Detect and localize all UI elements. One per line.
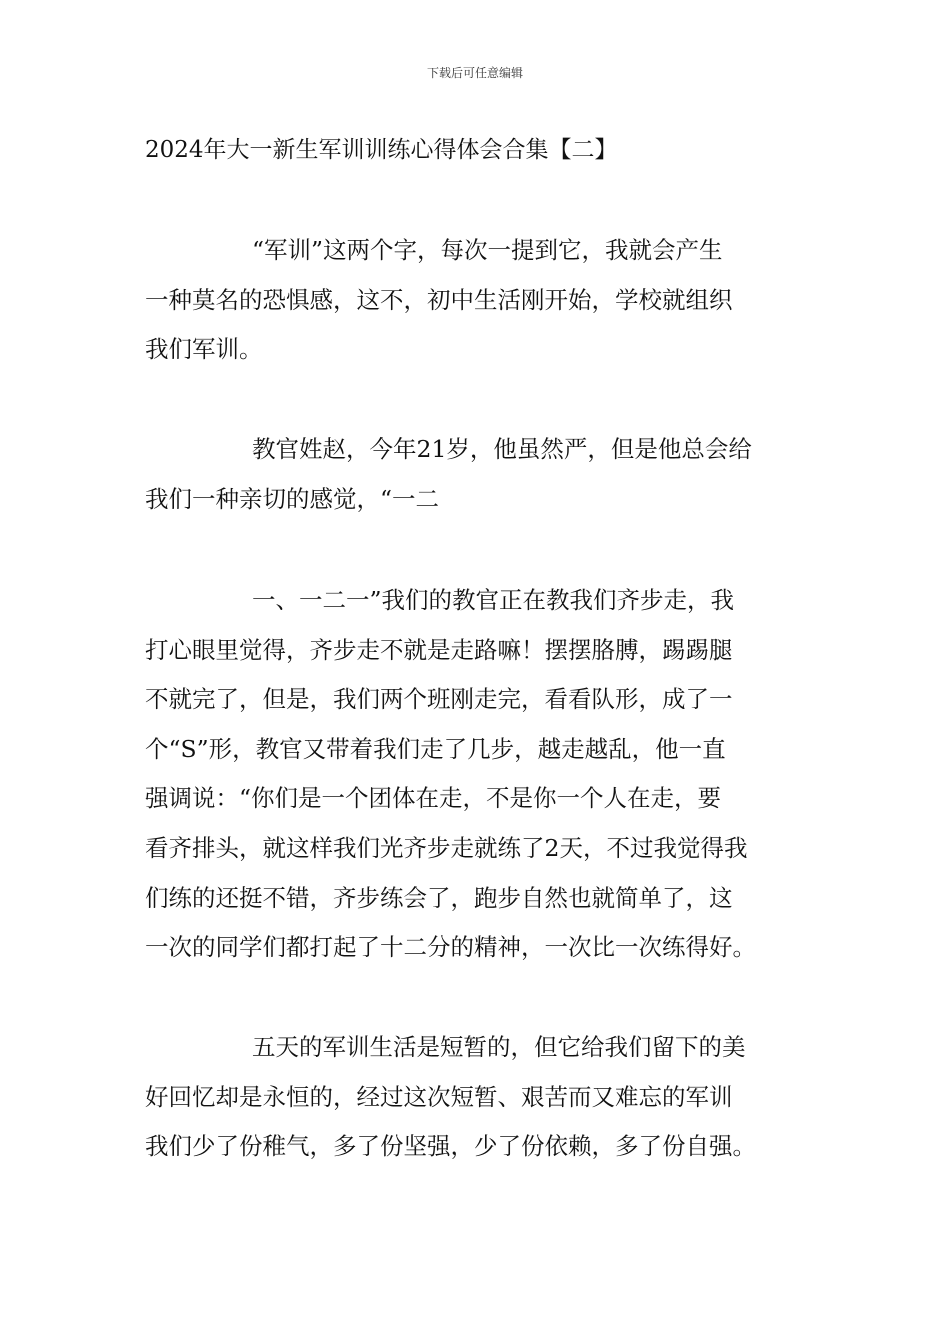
paragraph-line: 一次的同学们都打起了十二分的精神，一次比一次练得好。 (145, 933, 756, 962)
paragraph-line: 不就完了，但是，我们两个班刚走完，看看队形，成了一 (145, 685, 733, 714)
paragraph-line: 五天的军训生活是短暂的，但它给我们留下的美 (252, 1033, 746, 1061)
paragraph-line: 个“S”形，教官又带着我们走了几步，越走越乱，他一直 (145, 734, 726, 763)
page-header: 下载后可任意编辑 (426, 66, 523, 80)
paragraph-1 (145, 226, 810, 375)
document-title: 2024年大一新生军训训练心得体会合集【二】 (145, 137, 618, 163)
paragraph-line: “军训”这两个字，每次一提到它，我就会产生 (252, 236, 723, 264)
paragraph-line: 我们少了份稚气，多了份坚强，少了份依赖，多了份自强。 (145, 1132, 756, 1161)
paragraph-4 (145, 1023, 810, 1172)
paragraph-line: 好回忆却是永恒的，经过这次短暂、艰苦而又难忘的军训 (145, 1082, 733, 1111)
paragraph-line: 强调说：“你们是一个团体在走，不是你一个人在走，要 (145, 784, 722, 813)
paragraph-2 (145, 425, 810, 524)
paragraph-3 (145, 576, 810, 973)
paragraph-line: 一、一二一”我们的教官正在教我们齐步走，我 (252, 586, 735, 614)
paragraph-line: 们练的还挺不错，齐步练会了，跑步自然也就简单了，这 (145, 883, 733, 912)
paragraph-line: 教官姓赵，今年21岁，他虽然严，但是他总会给 (252, 435, 752, 463)
paragraph-line: 我们军训。 (145, 335, 263, 364)
paragraph-line: 看齐排头，就这样我们光齐步走就练了2天，不过我觉得我 (145, 833, 748, 862)
paragraph-line: 我们一种亲切的感觉，“一二 (145, 484, 440, 513)
paragraph-line: 打心眼里觉得，齐步走不就是走路嘛！摆摆胳膊，踢踢腿 (145, 635, 733, 664)
paragraph-line: 一种莫名的恐惧感，这不，初中生活刚开始，学校就组织 (145, 285, 733, 314)
